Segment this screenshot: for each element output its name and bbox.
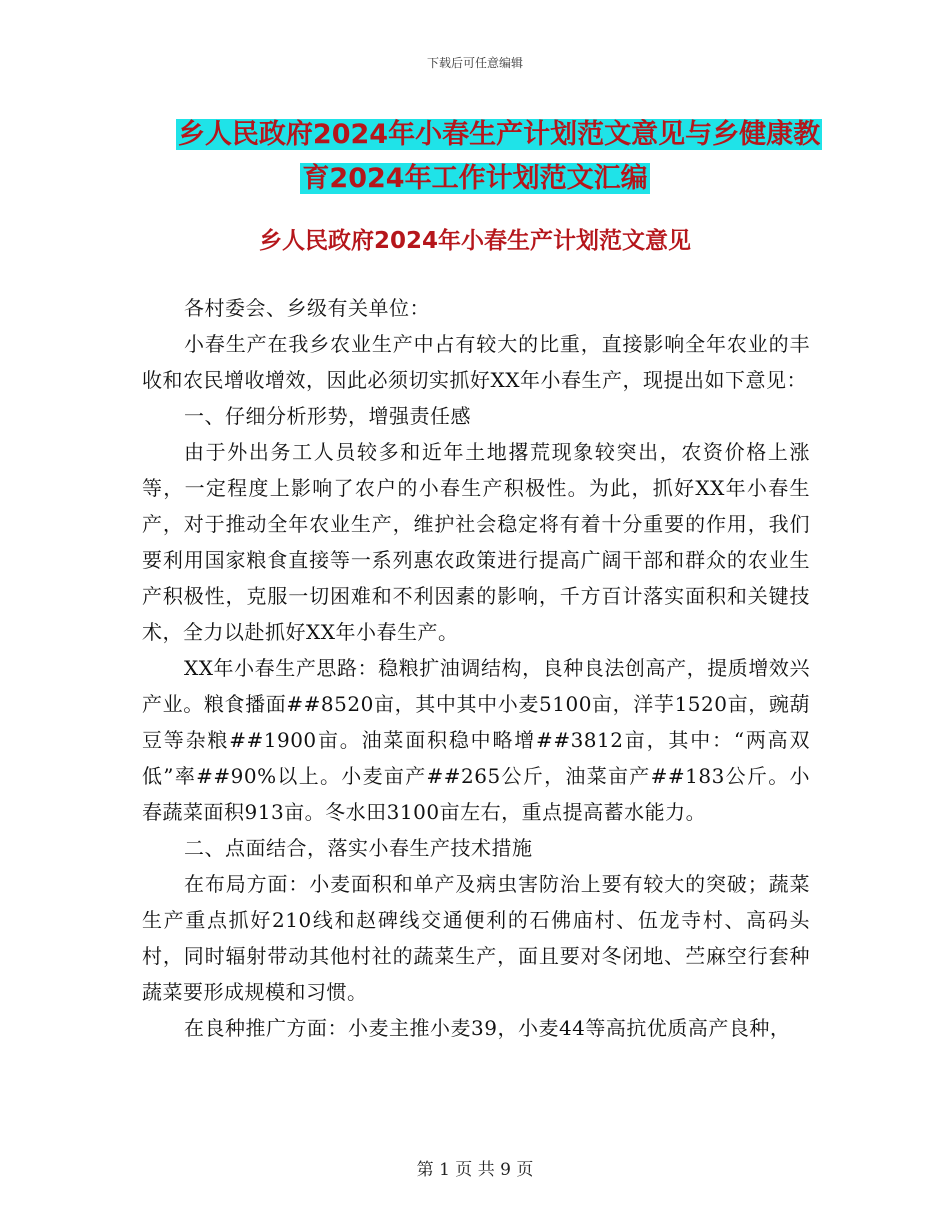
title-highlight-2: 育2024年工作计划范文汇编	[302, 163, 648, 194]
main-title-line-2	[0, 156, 950, 195]
title-highlight-1: 乡人民政府2024年小春生产计划范文意见与乡健康教	[177, 119, 821, 150]
paragraph: XX年小春生产思路：稳粮扩油调结构，良种良法创高产，提质增效兴产业。粮食播面##8520亩，其中其中小麦5100亩，洋芋1520亩，豌葫豆等杂粮##1900亩。油菜面积稳中略增##3812亩，其中：“两高双低”率##90%以上。小麦亩产##265公斤，油菜亩产##183公斤。小春蔬菜面积913亩。冬水田3100亩左右，重点提高蓄水能力。	[142, 656, 810, 824]
header-note: 下载后可任意编辑	[426, 56, 523, 70]
paragraph: 二、点面结合，落实小春生产技术措施	[184, 836, 533, 860]
paragraph: 由于外出务工人员较多和近年土地撂荒现象较突出，农资价格上涨等，一定程度上影响了农户的小春生产积极性。为此，抓好XX年小春生产，对于推动全年农业生产，维护社会稳定将有着十分重要的作用，我们要利用国家粮食直接等一系列惠农政策进行提高广阔干部和群众的农业生产积极性，克服一切困难和不利因素的影响，千方百计落实面积和关键技术，全力以赴抓好XX年小春生产。	[142, 440, 810, 644]
page-footer: 第 1 页 共 9 页	[416, 1160, 534, 1180]
paragraph: 各村委会、乡级有关单位：	[184, 296, 430, 320]
section-title: 乡人民政府2024年小春生产计划范文意见	[258, 228, 691, 254]
paragraph: 在良种推广方面：小麦主推小麦39，小麦44等高抗优质高产良种，	[184, 1016, 791, 1040]
paragraph: 在布局方面：小麦面积和单产及病虫害防治上要有较大的突破；蔬菜生产重点抓好210线和赵碑线交通便利的石佛庙村、伍龙寺村、高码头村，同时辐射带动其他村社的蔬菜生产，面且要对冬闭地、苎麻空行套种蔬菜要形成规模和习惯。	[142, 872, 810, 1004]
paragraph: 一、仔细分析形势，增强责任感	[184, 404, 471, 428]
main-title-line-1	[0, 112, 950, 151]
paragraph: 小春生产在我乡农业生产中占有较大的比重，直接影响全年农业的丰收和农民增收增效，因此必须切实抓好XX年小春生产，现提出如下意见：	[142, 332, 810, 392]
document-body	[142, 290, 810, 1046]
